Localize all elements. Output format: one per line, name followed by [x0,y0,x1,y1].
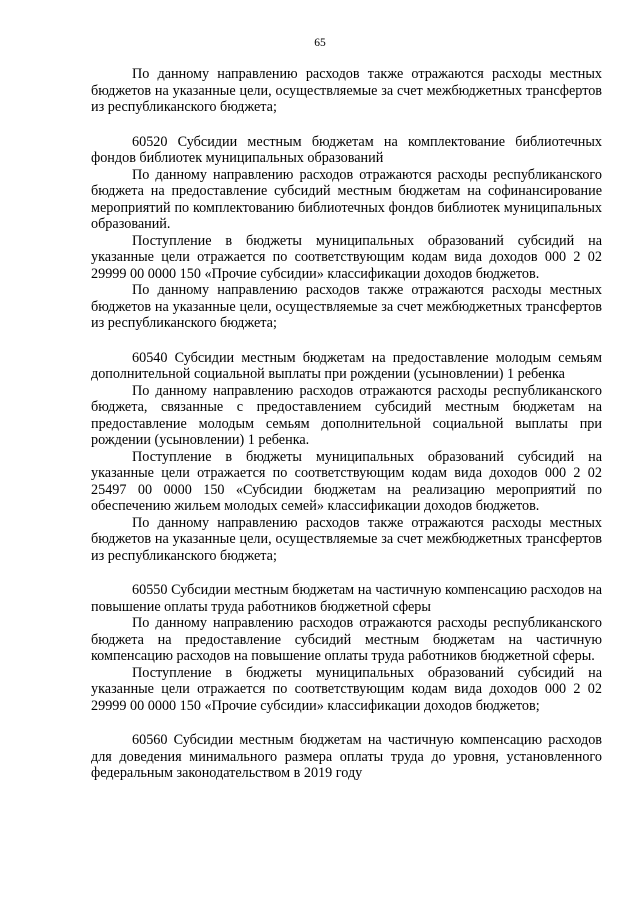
paragraph: Поступление в бюджеты муниципальных образований субсидий на указанные цели отражается по соответствующим кодам вида доходов 000 2 02 29999 00 0000 150 «Прочие субсидии» классификации доходов бюджетов. [91,232,602,282]
paragraph: По данному направлению расходов отражаются расходы республиканского бюджета на предоставление субсидий местным бюджетам на софинансирование мероприятий по комплектованию библиотечных фондов библиотек муниципальных образований. [91,166,602,232]
section-gap [91,564,602,582]
document-body [91,66,602,782]
section-heading-60540: 60540 Субсидии местным бюджетам на предоставление молодым семьям дополнительной социальной выплаты при рождении (усыновлении) 1 ребенка [91,349,602,382]
section-gap [91,116,602,134]
section-heading-60520: 60520 Субсидии местным бюджетам на комплектование библиотечных фондов библиотек муниципальных образований [91,133,602,166]
paragraph: Поступление в бюджеты муниципальных образований субсидий на указанные цели отражается по соответствующим кодам вида доходов 000 2 02 29999 00 0000 150 «Прочие субсидии» классификации доходов бюджетов; [91,664,602,714]
paragraph: По данному направлению расходов также отражаются расходы местных бюджетов на указанные цели, осуществляемые за счет межбюджетных трансфертов из республиканского бюджета; [91,66,602,115]
section-gap [91,714,602,732]
paragraph: По данному направлению расходов отражаются расходы республиканского бюджета на предоставление субсидий местным бюджетам на частичную компенсацию расходов на повышение оплаты труда работников бюджетной сферы. [91,615,602,664]
paragraph: Поступление в бюджеты муниципальных образований субсидий на указанные цели отражается по соответствующим кодам вида доходов 000 2 02 25497 00 0000 150 «Субсидии бюджетам на реализацию мероприятий по обеспечению жильем молодых семей» классификации доходов бюджетов. [91,448,602,514]
section-heading-60560: 60560 Субсидии местным бюджетам на частичную компенсацию расходов для доведения минимального размера оплаты труда до уровня, установленного федеральным законодательством в 2019 году [91,732,602,781]
paragraph: По данному направлению расходов также отражаются расходы местных бюджетов на указанные цели, осуществляемые за счет межбюджетных трансфертов из республиканского бюджета; [91,282,602,331]
section-gap [91,332,602,350]
section-heading-60550: 60550 Субсидии местным бюджетам на частичную компенсацию расходов на повышение оплаты труда работников бюджетной сферы [91,582,602,615]
paragraph: По данному направлению расходов также отражаются расходы местных бюджетов на указанные цели, осуществляемые за счет межбюджетных трансфертов из республиканского бюджета; [91,514,602,564]
page-number: 65 [314,37,326,49]
paragraph: По данному направлению расходов отражаются расходы республиканского бюджета, связанные с предоставлением субсидий местным бюджетам на предоставление молодым семьям дополнительной социальной выплаты при рождении (усыновлении) 1 ребенка. [91,382,602,448]
